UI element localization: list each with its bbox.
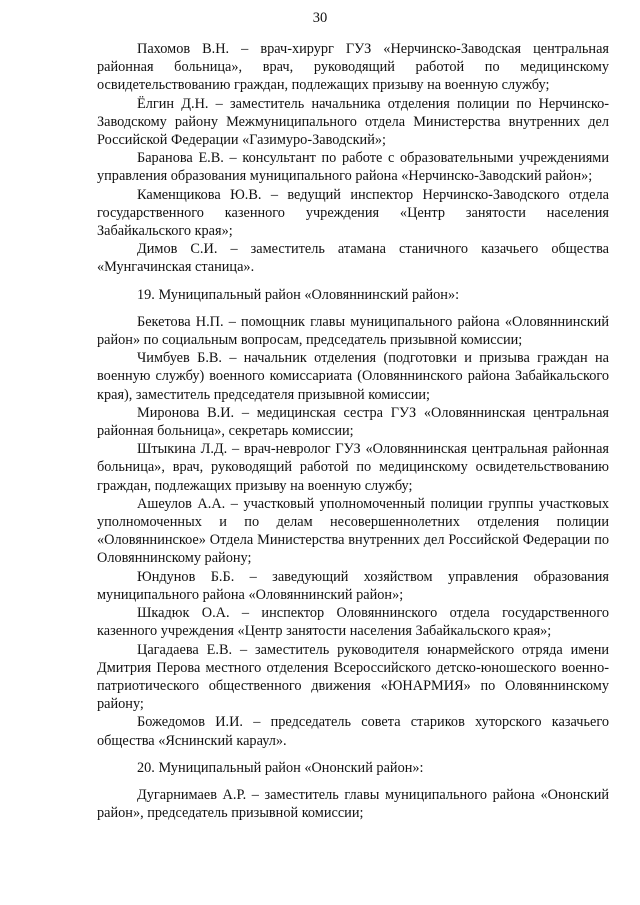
paragraph: Дугарнимаев А.Р. – заместитель главы муниципального района «Ононский район», председатель призывной комиссии; [97,786,609,822]
paragraph: Юндунов Б.Б. – заведующий хозяйством управления образования муниципального района «Оловяннинский район»; [97,568,609,603]
paragraph: Каменщикова Ю.В. – ведущий инспектор Нерчинско-Заводского отдела государственного казенного учреждения «Центр занятости населения Забайкальского края»; [97,186,609,240]
paragraph: Баранова Е.В. – консультант по работе с образовательными учреждениями управления образования муниципального района «Нерчинско-Заводский район»; [97,150,609,185]
section-heading: 20. Муниципальный район «Ононский район»: [137,759,424,776]
paragraph: Штыкина Л.Д. – врач-невролог ГУЗ «Оловяннинская центральная районная больница», врач, руководящий работой по медицинскому освидетельствованию граждан, подлежащих призыву на военную службу; [97,441,609,494]
document-body [97,40,609,822]
paragraph: Цагадаева Е.В. – заместитель руководителя юнармейского отряда имени Дмитрия Перова местного отделения Всероссийского детско-юношеского военно-патриотического общественного движения «ЮНАРМИЯ» по Оловяннинскому району; [97,641,609,713]
paragraph: Шкадюк О.А. – инспектор Оловяннинского отдела государственного казенного учреждения «Центр занятости населения Забайкальского края»; [97,605,609,640]
paragraph: Миронова В.И. – медицинская сестра ГУЗ «Оловяннинская центральная районная больница», секретарь комиссии; [97,404,609,440]
paragraph: Пахомов В.Н. – врач-хирург ГУЗ «Нерчинско-Заводская центральная районная больница», врач, руководящий работой по медицинскому освидетельствованию граждан, подлежащих призыву на военную службу; [97,41,609,94]
paragraph: Ёлгин Д.Н. – заместитель начальника отделения полиции по Нерчинско-Заводскому району Межмуниципального отдела Министерства внутренних дел Российской Федерации «Газимуро-Заводский»; [97,95,609,149]
paragraph: Димов С.И. – заместитель атамана станичного казачьего общества «Мунгачинская станица». [97,241,609,276]
page-number: 30 [312,10,328,26]
paragraph: Чимбуев Б.В. – начальник отделения (подготовки и призыва граждан на военную службу) военного комиссариата (Оловяннинского района Забайкальского края), заместитель председателя призывной комиссии; [97,350,609,403]
paragraph: Божедомов И.И. – председатель совета стариков хуторского казачьего общества «Яснинский караул». [97,714,609,749]
section-heading: 19. Муниципальный район «Оловяннинский район»: [137,286,460,303]
paragraph: Бекетова Н.П. – помощник главы муниципального района «Оловяннинский район» по социальным вопросам, председатель призывной комиссии; [97,313,609,349]
paragraph: Ашеулов А.А. – участковый уполномоченный полиции группы участковых уполномоченных и по делам несовершеннолетних отделения полиции «Оловяннинское» Отдела Министерства внутренних дел Российской Федерации по Оловяннинскому району; [97,495,609,567]
